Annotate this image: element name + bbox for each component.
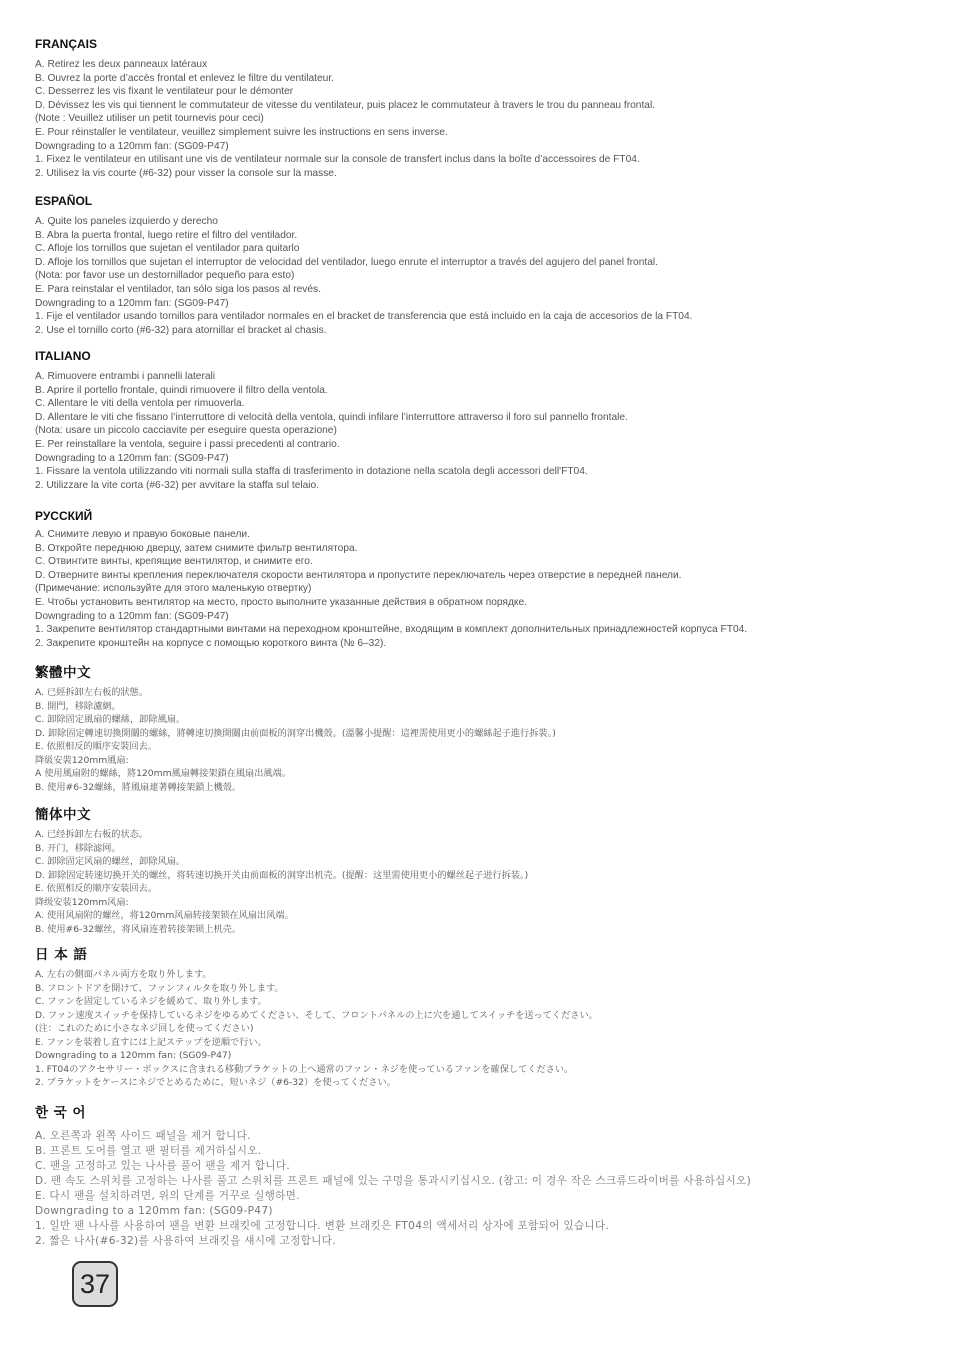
instruction-line: E. Чтобы установить вентилятор на место, просто выполните указанные действия в обратном порядке. [35, 596, 527, 608]
section-spanish [35, 193, 692, 337]
section-heading-traditional-chinese: 繁體中文 [35, 665, 91, 681]
instruction-line: C. Allentare le viti della ventola per rimuoverla. [35, 398, 245, 410]
instruction-line: Downgrading to a 120mm fan: (SG09-P47) [35, 297, 229, 309]
section-russian [35, 508, 747, 650]
instruction-line: 1. Fije el ventilador usando tornillos para ventilador normales en el bracket de transferencia que está incluido en la caja de accesorios de la FT04. [35, 311, 693, 323]
instruction-list-korean [35, 1129, 751, 1249]
section-italian [35, 348, 628, 492]
instruction-line: C. Afloje los tornillos que sujetan el ventilador para quitarlo [35, 243, 300, 255]
section-heading-russian: РУССКИЙ [35, 509, 93, 523]
instruction-line: E. 다시 팬을 설치하려면, 위의 단계를 거꾸로 실행하면. [35, 1190, 300, 1202]
instruction-line: Downgrading to a 120mm fan: (SG09-P47) [35, 1205, 273, 1217]
instruction-line: B. Abra la puerta frontal, luego retire el filtro del ventilador. [35, 229, 298, 241]
section-traditional-chinese [35, 664, 556, 794]
instruction-line: 降级安装120mm风扇: [35, 896, 129, 908]
instruction-line: 1. 일반 팬 나사를 사용하여 팬을 변환 브래킷에 고정합니다. 변환 브래킷은 FT04의 액세서리 상자에 포함되어 있습니다. [35, 1220, 610, 1232]
instruction-line: E. Para reinstalar el ventilador, tan sólo siga los pasos al revés. [35, 283, 321, 295]
instruction-line: 2. Utilisez la vis courte (#6-32) pour visser la console sur la masse. [35, 167, 337, 179]
instruction-line: E. 依照相反的顺序安装回去。 [35, 883, 157, 894]
instruction-line: Downgrading to a 120mm fan: (SG09-P47) [35, 452, 229, 464]
instruction-line: B. Ouvrez la porte d’accès frontal et enlevez le filtre du ventilateur. [35, 72, 334, 84]
instruction-line: B. 프론트 도어를 열고 팬 필터를 제거하십시오. [35, 1145, 262, 1157]
section-heading-korean: 한 국 어 [35, 1105, 87, 1121]
instruction-line: 1. Fissare la ventola utilizzando viti normali sulla staffa di trasferimento in dotazione nella scatola degli accessori dell'FT04. [35, 466, 588, 478]
instruction-line: Downgrading to a 120mm fan: (SG09-P47) [35, 140, 229, 152]
instruction-line: E. ファンを装着し直すには上記ステップを逆順で行い。 [35, 1036, 267, 1048]
instruction-line: (Note : Veuillez utiliser un petit tournevis pour ceci) [35, 113, 264, 125]
instruction-line: A. Снимите левую и правую боковые панели. [35, 529, 250, 540]
instruction-line: 2. ブラケットをケースにネジでとめるために、短いネジ（#6-32）を使ってください。 [35, 1077, 396, 1088]
instruction-line: A. 已经拆卸左右板的状态。 [35, 829, 149, 840]
instruction-line: 降級安裝120mm風扇: [35, 754, 129, 766]
instruction-list-traditional-chinese [35, 686, 556, 794]
instruction-line: D. Afloje los tornillos que sujetan el interruptor de velocidad del ventilador, luego enrute el interruptor a través del agujero del panel frontal. [35, 256, 658, 268]
instruction-line: E. Per reinstallare la ventola, seguire i passi precedenti al contrario. [35, 438, 340, 450]
instruction-line: B. フロントドアを開けて、ファンフィルタを取り外します。 [35, 982, 284, 994]
instruction-line: (Примечание: используйте для этого маленькую отвертку) [35, 583, 312, 595]
instruction-line: 1. Закрепите вентилятор стандартными винтами на переходном кронштейне, входящим в комплект дополнительных принадлежностей корпуса FT04. [35, 624, 748, 636]
section-heading-french: FRANÇAIS [35, 37, 97, 51]
instruction-line: D. 卸除固定轉速切換開關的螺絲，將轉速切換開關由前面板的洞穿出機殼。(溫馨小提醒：這裡需使用更小的螺絲起子進行拆裝。) [35, 727, 556, 739]
instruction-list-italian [35, 370, 628, 492]
section-heading-japanese: 日 本 語 [35, 947, 88, 963]
instruction-list-french [35, 58, 655, 180]
section-french [35, 36, 655, 180]
instruction-line: (Nota: por favor use un destornillador pequeño para esto) [35, 270, 295, 282]
instruction-line: A. 오른쪽과 왼쪽 사이드 패널을 제거 합니다. [35, 1130, 251, 1142]
instruction-line: B. 使用#6-32螺絲，將風扇連著轉接架鎖上機殼。 [35, 781, 242, 793]
instruction-line: A 使用風扇附的螺絲，將120mm風扇轉接架鎖在風扇出風端。 [35, 768, 291, 779]
section-japanese [35, 946, 598, 1090]
instruction-line: B. Откройте переднюю дверцу, затем снимите фильтр вентилятора. [35, 542, 358, 554]
instruction-line: D. 팬 속도 스위치를 고정하는 나사를 풀고 스위치를 프론트 패널에 있는 구멍을 통과시키십시오. (참고: 이 경우 작은 스크류드라이버를 사용하십시오) [35, 1175, 752, 1187]
section-heading-spanish: ESPAÑOL [35, 194, 93, 208]
instruction-line: C. Desserrez les vis fixant le ventilateur pour le démonter [35, 86, 294, 98]
instruction-line: D. Dévissez les vis qui tiennent le commutateur de vitesse du ventilateur, puis placez le commutateur à travers le trou du panneau frontal. [35, 99, 656, 111]
instruction-line: Downgrading to a 120mm fan: (SG09-P47) [35, 610, 229, 622]
instruction-list-japanese [35, 968, 598, 1090]
instruction-line: D. Allentare le viti che fissano l’interruttore di velocità della ventola, quindi infilare l’interruttore attraverso il foro sul pannello frontale. [35, 411, 628, 423]
page-number-badge: 37 [72, 1261, 118, 1307]
section-heading-simplified-chinese: 簡体中文 [35, 807, 91, 823]
instruction-line: Downgrading to a 120mm fan: (SG09-P47) [35, 1050, 232, 1061]
instruction-line: A. Retirez les deux panneaux latéraux [35, 59, 208, 70]
instruction-line: D. 卸除固定转速切换开关的螺丝，将转速切换开关由前面板的洞穿出机壳。(提醒：这里需使用更小的螺丝起子进行拆装。) [35, 869, 529, 881]
instruction-line: A. Rimuovere entrambi i pannelli laterali [35, 371, 216, 382]
instruction-line: (Nota: usare un piccolo cacciavite per eseguire questa operazione) [35, 425, 337, 437]
instruction-line: 1. FT04のアクセサリー・ボックスに含まれる移動ブラケットの上へ通常のファン・ネジを使っているファンを確保してください。 [35, 1063, 574, 1075]
section-korean [35, 1104, 751, 1249]
instruction-line: 1. Fixez le ventilateur en utilisant une vis de ventilateur normale sur la console de transfert inclus dans la boîte d’accessoires de FT04. [35, 154, 640, 166]
instruction-line: B. 使用#6-32螺丝，将风扇连着转接架锁上机壳。 [35, 923, 242, 935]
instruction-line: D. Отверните винты крепления переключателя скорости вентилятора и пропустите переключатель через отверстие в передней панели. [35, 569, 682, 581]
instruction-line: (注：これのために小さなネジ回しを使ってください) [35, 1023, 254, 1034]
instruction-line: C. Отвинтите винты, крепящие вентилятор, и снимите его. [35, 556, 313, 568]
instruction-line: E. 依照相反的順序安裝回去。 [35, 741, 157, 752]
instruction-line: 2. Utilizzare la vite corta (#6-32) per avvitare la staffa sul telaio. [35, 479, 320, 491]
instruction-line: 2. Закрепите кронштейн на корпусе с помощью короткого винта (№ 6–32). [35, 637, 387, 649]
section-heading-italian: ITALIANO [35, 349, 91, 363]
instruction-line: D. ファン速度スイッチを保持しているネジをゆるめてください、そして、フロントパネルの上に穴を通してスイッチを送ってください。 [35, 1009, 598, 1021]
instruction-list-simplified-chinese [35, 828, 528, 936]
instruction-line: C. 팬을 고정하고 있는 나사를 풀어 팬을 제거 합니다. [35, 1160, 291, 1172]
section-simplified-chinese [35, 806, 528, 936]
instruction-line: A. 使用风扇附的螺丝，将120mm风扇转接架锁在风扇出风端。 [35, 910, 294, 921]
instruction-line: A. 左右の側面パネル両方を取り外します。 [35, 969, 212, 980]
instruction-line: B. 开门，移除滤网。 [35, 842, 121, 854]
instruction-line: A. Quite los paneles izquierdo y derecho [35, 216, 218, 227]
instruction-list-russian [35, 528, 747, 650]
instruction-line: C. 卸除固定風扇的螺絲，卸除風扇。 [35, 714, 186, 725]
instruction-line: B. Aprire il portello frontale, quindi rimuovere il filtro della ventola. [35, 384, 328, 396]
instruction-line: 2. 짧은 나사(#6-32)를 사용하여 브래킷을 섀시에 고정합니다. [35, 1235, 336, 1247]
instruction-line: 2. Use el tornillo corto (#6-32) para atornillar el bracket al chasis. [35, 324, 327, 336]
instruction-line: C. 卸除固定风扇的螺丝，卸除风扇。 [35, 856, 186, 867]
instruction-list-spanish [35, 215, 692, 337]
instruction-line: C. ファンを固定しているネジを緩めて、取り外します。 [35, 996, 267, 1007]
instruction-line: E. Pour réinstaller le ventilateur, veuillez simplement suivre les instructions en sens inverse. [35, 126, 448, 138]
instruction-line: A. 已經拆卸左右板的狀態。 [35, 687, 149, 698]
instruction-line: B. 開門，移除濾網。 [35, 700, 121, 712]
